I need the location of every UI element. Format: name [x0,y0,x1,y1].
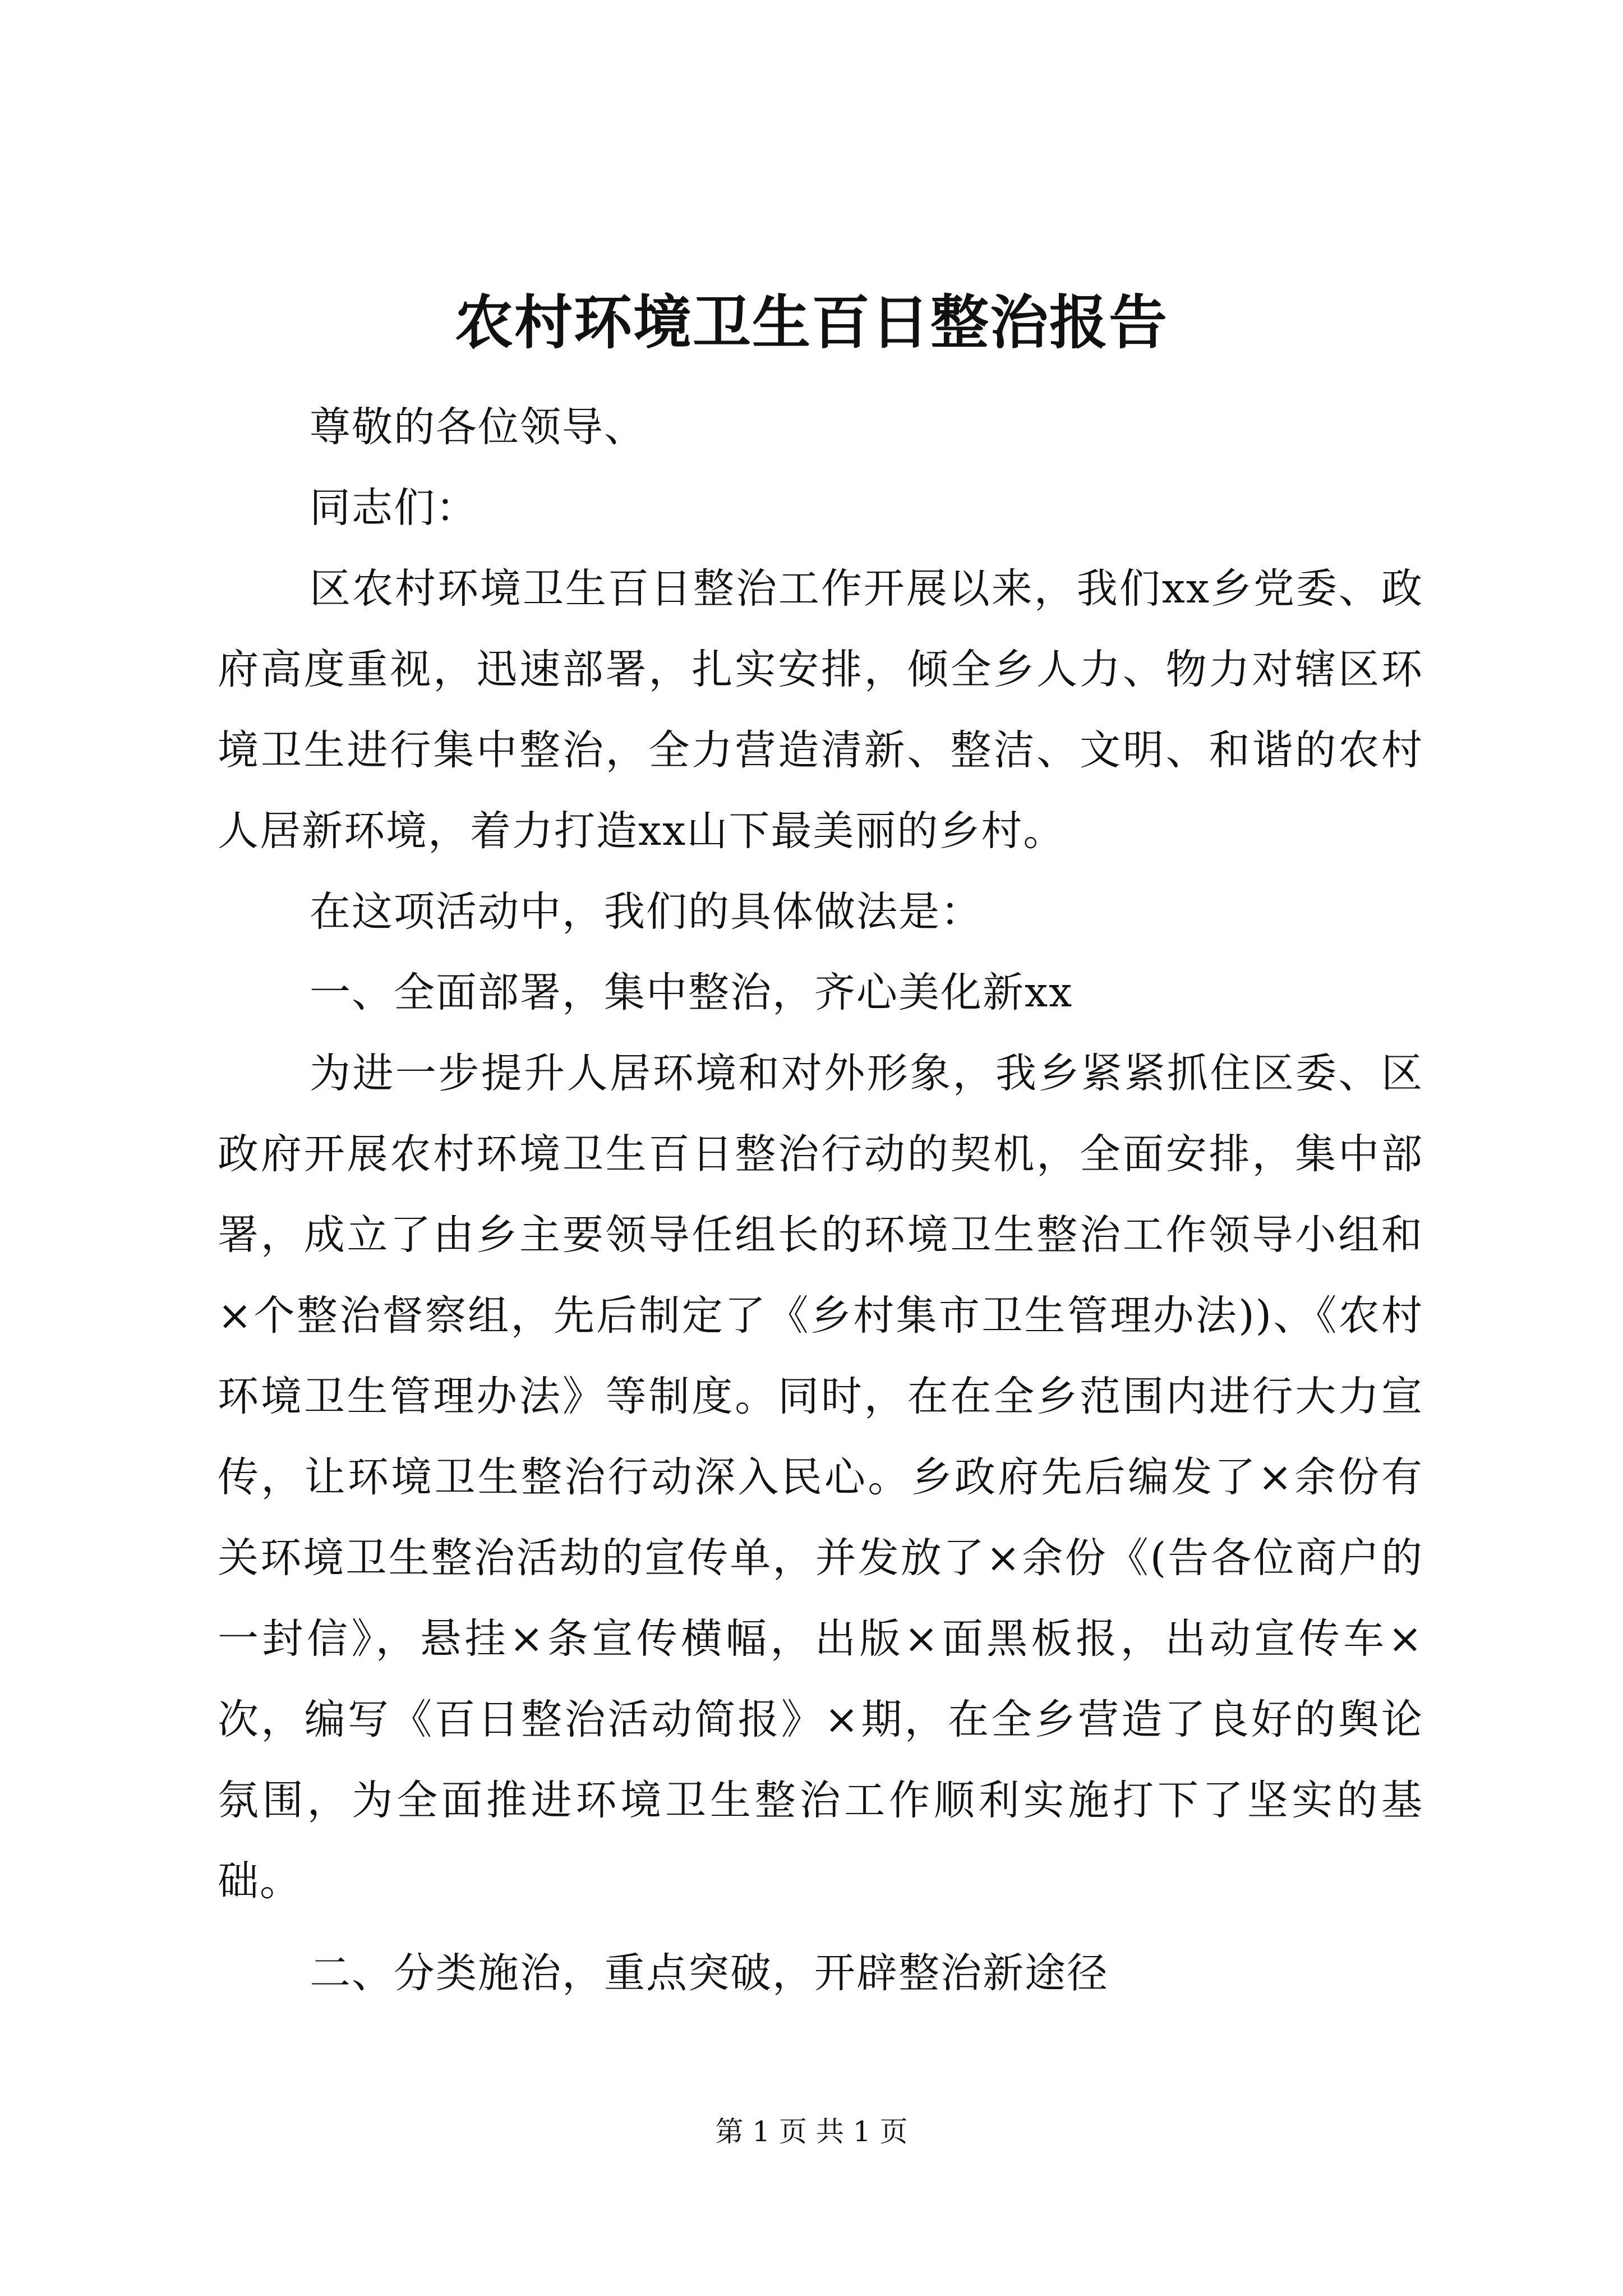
page-footer: 第 1 页 共 1 页 [715,2115,908,2148]
salutation-line-1: 尊敬的各位领导、 [310,403,646,451]
intro-paragraph: 区农村环境卫生百日整治工作开展以来，我们xx乡党委、政府高度重视，迅速部署，扎实安排，倾全乡人力、物力对辖区环境卫生进行集中整治，全力营造清新、整洁、文明、和谐的农村人居新环境，着力打造xx山下最美丽的乡村。 [218,565,1423,855]
section-heading-1: 一、全面部署，集中整治，齐心美化新xx [310,969,1073,1016]
methods-intro: 在这项活动中，我们的具体做法是： [310,888,983,936]
document-body [218,387,1423,2014]
section-heading-2: 二、分类施治，重点突破，开辟整治新途径 [310,1949,1109,1997]
section-1-paragraph: 为进一步提升人居环境和对外形象，我乡紧紧抓住区委、区政府开展农村环境卫生百日整治行动的契机，全面安排，集中部署，成立了由乡主要领导任组长的环境卫生整治工作领导小组和×个整治督察组，先后制定了《乡村集市卫生管理办法))、《农村环境卫生管理办法》等制度。同时，在在全乡范围内进行大力宣传，让环境卫生整治行动深入民心。乡政府先后编发了×余份有关环境卫生整治活劫的宣传单，并发放了×余份《(告各位商户的一封信》，悬挂×条宣传横幅，出版×面黑板报，出动宣传车×次，编写《百日整治活动简报》×期，在全乡营造了良好的舆论氛围，为全面推进环境卫生整治工作顺利实施打下了坚实的基础。 [218,1050,1423,1905]
document-title: 农村环境卫生百日整治报告 [454,288,1168,357]
salutation-line-2: 同志们： [310,484,478,532]
